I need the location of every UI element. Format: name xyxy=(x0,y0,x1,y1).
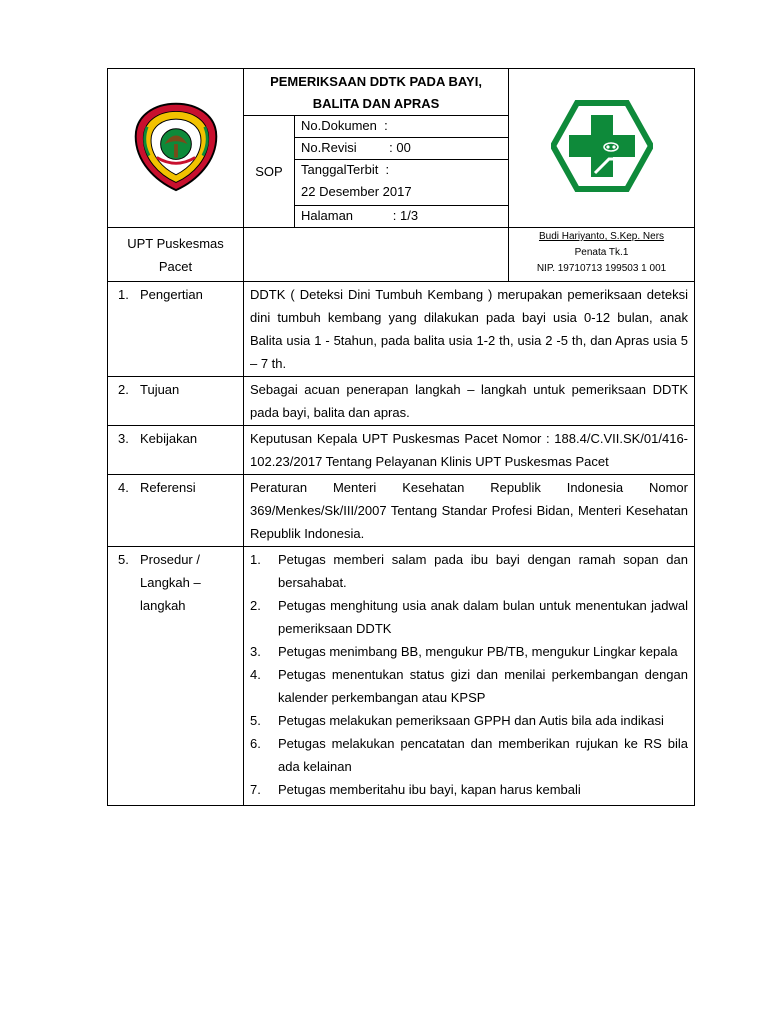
prosedur-label-line: Langkah – xyxy=(140,575,201,590)
section-number: 1. xyxy=(118,287,129,302)
section-number: 3. xyxy=(118,431,129,446)
prosedur-row xyxy=(108,547,695,806)
section-label xyxy=(108,377,244,426)
sop-label: SOP xyxy=(244,116,295,228)
section-label-text: Pengertian xyxy=(140,287,203,302)
section-label xyxy=(108,475,244,547)
list-item xyxy=(250,640,688,663)
content-table xyxy=(107,282,695,806)
section-label xyxy=(108,282,244,377)
signature-block xyxy=(509,228,695,282)
section-number: 5. xyxy=(118,552,129,567)
steps-list xyxy=(250,548,688,801)
step-text: Petugas memberitahu ibu bayi, kapan harus kembali xyxy=(278,782,581,797)
signer-nip: NIP. 19710713 199503 1 001 xyxy=(536,263,667,274)
section-label-text: Referensi xyxy=(140,480,196,495)
puskesmas-text: UPT Puskesmas Pacet xyxy=(127,236,224,274)
section-row xyxy=(108,377,695,426)
list-item xyxy=(250,548,688,594)
halaman: Halaman : 1/3 xyxy=(295,206,509,228)
list-item xyxy=(250,709,688,732)
prosedur-label-line: langkah xyxy=(140,598,186,613)
regency-emblem-icon xyxy=(128,98,224,194)
prosedur-label-line: Prosedur / xyxy=(140,552,200,567)
section-number: 2. xyxy=(118,382,129,397)
signer-rank: Penata Tk.1 xyxy=(574,247,629,258)
section-row xyxy=(108,282,695,377)
step-text: Petugas menimbang BB, mengukur PB/TB, mengukur Lingkar kepala xyxy=(278,644,678,659)
section-text: Keputusan Kepala UPT Puskesmas Pacet Nomor : 188.4/C.VII.SK/01/416-102.23/2017 Tentang Pelayanan Klinis UPT Puskesmas Pacet xyxy=(244,426,695,475)
document-title xyxy=(244,69,509,116)
section-row xyxy=(108,475,695,547)
list-item xyxy=(250,663,688,709)
regency-logo-cell xyxy=(108,69,244,228)
step-text: Petugas menghitung usia anak dalam bulan untuk menentukan jadwal pemeriksaan DDTK xyxy=(278,598,688,636)
section-label xyxy=(108,426,244,475)
step-text: Petugas melakukan pencatatan dan memberikan rujukan ke RS bila ada kelainan xyxy=(278,736,688,774)
section-row xyxy=(108,426,695,475)
signer-name: Budi Hariyanto, S.Kep. Ners xyxy=(538,231,665,242)
puskesmas-logo-cell xyxy=(509,69,695,228)
step-number: 6. xyxy=(250,736,261,751)
sop-document xyxy=(107,68,694,806)
section-text: Sebagai acuan penerapan langkah – langkah untuk pemeriksaan DDTK pada bayi, balita dan apras. xyxy=(244,377,695,426)
step-number: 1. xyxy=(250,552,261,567)
empty-cell xyxy=(244,228,509,282)
title-text: PEMERIKSAAN DDTK PADA BAYI, BALITA DAN APRAS xyxy=(270,74,482,111)
step-number: 2. xyxy=(250,598,261,613)
list-item xyxy=(250,594,688,640)
section-label-text: Kebijakan xyxy=(140,431,198,446)
step-number: 3. xyxy=(250,644,261,659)
puskesmas-name xyxy=(108,228,244,282)
step-number: 7. xyxy=(250,782,261,797)
step-number: 4. xyxy=(250,667,261,682)
step-text: Petugas melakukan pemeriksaan GPPH dan Autis bila ada indikasi xyxy=(278,713,664,728)
tanggal-value: 22 Desember 2017 xyxy=(295,182,509,206)
step-text: Petugas menentukan status gizi dan menilai perkembangan dengan kalender perkembangan atau KPSP xyxy=(278,667,688,705)
prosedur-steps xyxy=(244,547,695,806)
list-item xyxy=(250,732,688,778)
no-dokumen: No.Dokumen : xyxy=(295,116,509,138)
no-revisi: No.Revisi : 00 xyxy=(295,138,509,160)
section-text: DDTK ( Deteksi Dini Tumbuh Kembang ) merupakan pemeriksaan deteksi dini tumbuh kembang yang dilakukan pada bayi usia 0-12 bulan, anak Balita usia 1 - 5tahun, pada balita usia 1-2 th, usia 2 -5 th, dan Apras usia 5 – 7 th. xyxy=(244,282,695,377)
step-number: 5. xyxy=(250,713,261,728)
section-text: Peraturan Menteri Kesehatan Republik Indonesia Nomor 369/Menkes/Sk/III/2007 Tentang Standar Profesi Bidan, Menteri Kesehatan Republik Indonesia. xyxy=(244,475,695,547)
header-table xyxy=(107,68,695,282)
prosedur-label xyxy=(108,547,244,806)
section-label-text: Tujuan xyxy=(140,382,180,397)
puskesmas-logo-icon xyxy=(551,99,653,193)
section-number: 4. xyxy=(118,480,129,495)
tanggal-terbit: TanggalTerbit : xyxy=(295,160,509,182)
step-text: Petugas memberi salam pada ibu bayi dengan ramah sopan dan bersahabat. xyxy=(278,552,688,590)
list-item xyxy=(250,778,688,801)
